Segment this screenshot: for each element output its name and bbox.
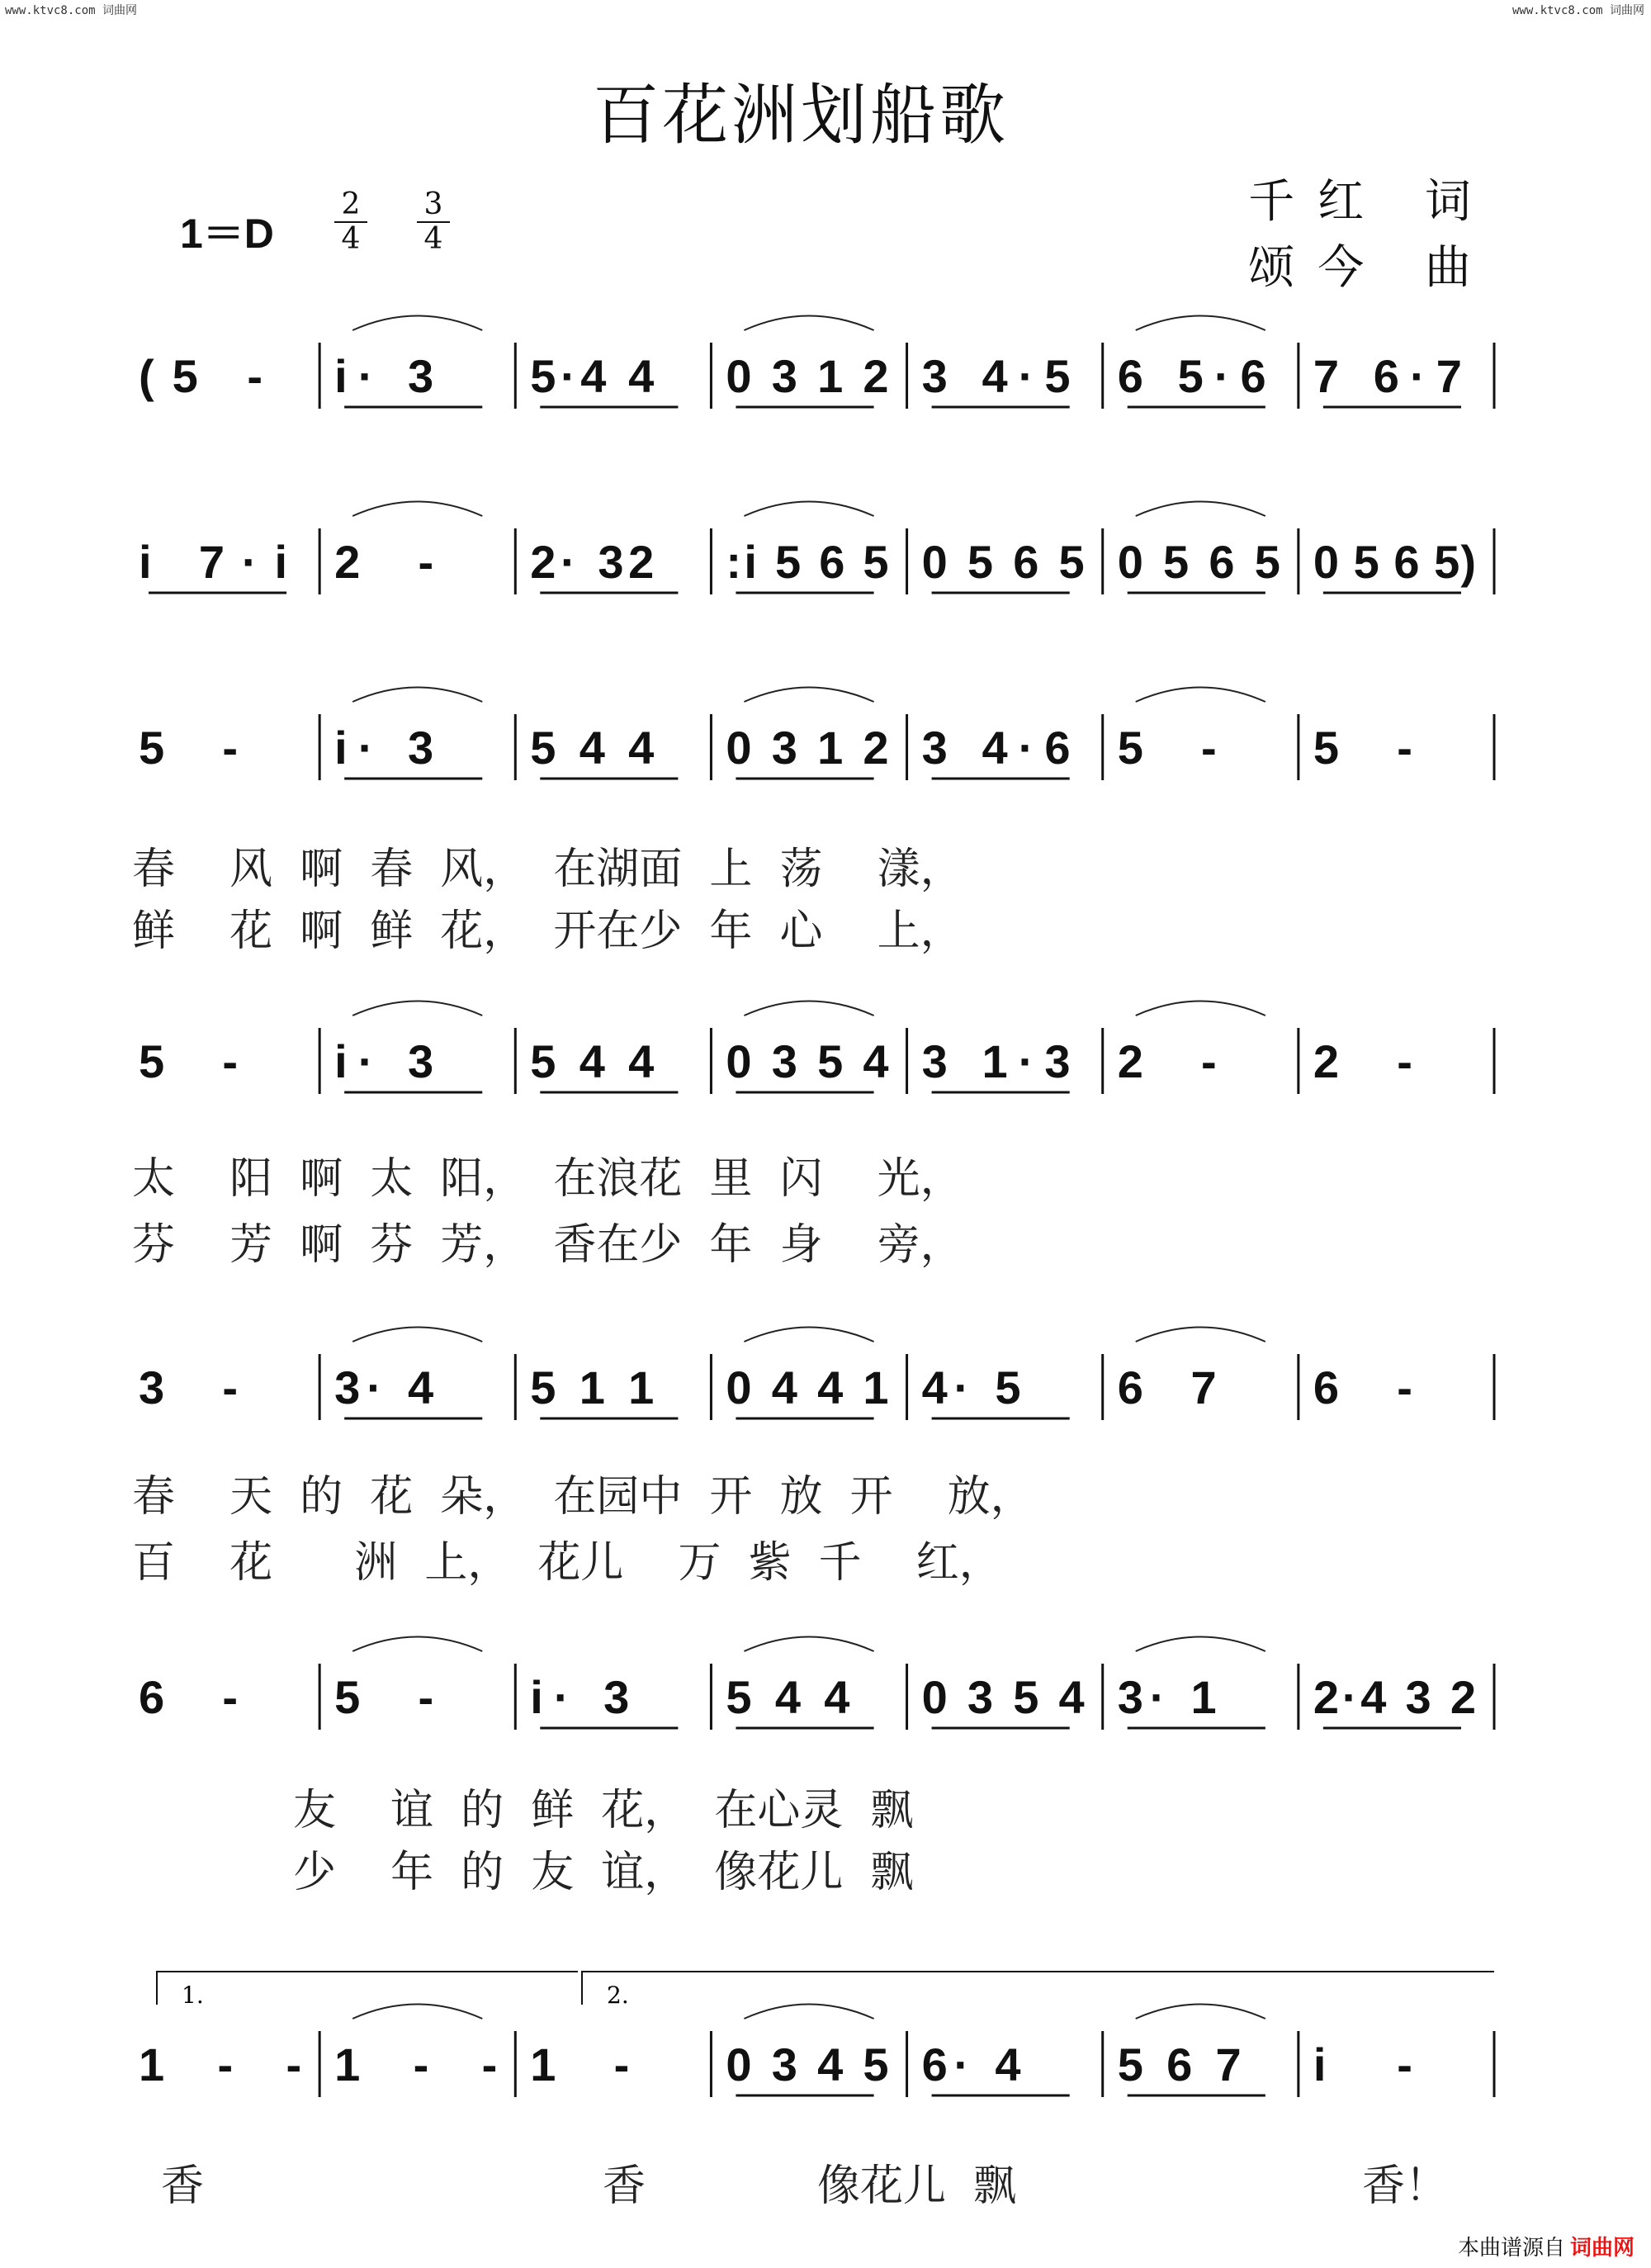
measure-6-2: 5 - [334,1671,434,1723]
measure-2-2: 2 - [334,536,434,588]
lyric-ending-4: 香！ [1362,2161,1449,2211]
measure-4-5: 3 1·3 [921,1035,1071,1087]
measure-1-3: 5·4 4 [530,350,655,402]
lyric-verse3-line2: 百 花 洲 上， 花儿 万 紫 千 红， [132,1538,1002,1588]
meter-numerator: 3 [417,188,450,223]
measure-3-7: 5 - [1313,722,1412,774]
lyric-verse4-line1: 友 谊 的 鲜 花， 在心灵 飘 [293,1786,914,1835]
measure-6-6: 3· 1 [1117,1671,1217,1723]
measure-4-4: 0 3 5 4 [726,1035,889,1087]
measure-1-5: 3 4·5 [921,350,1071,402]
volta-label: 1. [182,1982,204,2009]
lyric-ending-2: 香 [603,2161,646,2211]
meter-numerator: 2 [334,188,367,223]
slur [1136,1328,1265,1342]
lyric-verse1-line1: 春 风 啊 春 风， 在湖面 上 荡 漾， [132,845,963,894]
slur [352,2005,482,2019]
volta-bracket [582,1972,1494,2005]
slur [352,502,482,517]
measure-1-6: 6 5·6 [1117,350,1266,402]
slur [352,1001,482,1016]
song-title: 百花洲划船歌 [593,77,1009,154]
measure-1-7: 7 6·7 [1313,350,1462,402]
lyric-ending-3: 像花儿 飘 [817,2161,1017,2211]
measure-3-4: 0 3 1 2 [726,722,889,774]
slur [1136,688,1265,703]
measure-2-7: 0 5 6 5) [1313,536,1476,588]
measure-7-7: i - [1313,2038,1412,2090]
measure-2-1: i 7·i [139,536,287,588]
measure-4-1: 5 - [139,1035,238,1087]
slur [352,688,482,703]
source-footer [1458,2231,1634,2261]
measure-6-3: i· 3 [530,1671,630,1723]
measure-1-4: 0 3 1 2 [726,350,889,402]
lyric-ending-1: 香 [161,2161,205,2211]
slur [352,1328,482,1342]
measure-2-4: :i 5 6 5 [726,536,889,588]
slur [1136,1637,1265,1652]
lyricist-credit: 千红 词 [1248,175,1494,229]
measure-7-6: 5 6 7 [1117,2038,1242,2090]
measure-6-1: 6 - [139,1671,238,1723]
lyric-verse4-line2: 少 年 的 友 谊， 像花儿 飘 [293,1848,914,1897]
measure-6-5: 0 3 5 4 [921,1671,1085,1723]
measure-2-3: 2· 32 [530,536,655,588]
measure-3-2: i· 3 [334,722,434,774]
lyric-verse3-line1: 春 天 的 花 朵， 在园中 开 放 开 放， [132,1472,1034,1522]
slur [744,502,873,517]
footer-text: 本曲谱源自 [1457,2236,1565,2261]
measure-2-5: 0 5 6 5 [921,536,1085,588]
measure-7-4: 0 3 4 5 [726,2038,889,2090]
slur [1136,316,1265,331]
meter-denominator: 4 [423,222,443,256]
measure-4-6: 2 - [1117,1035,1217,1087]
measure-7-1: 1 - - [139,2038,302,2090]
footer-brand[interactable]: 词曲网 [1569,2236,1634,2261]
measure-2-6: 0 5 6 5 [1117,536,1280,588]
lyric-verse2-line2: 芬 芳 啊 芬 芳， 香在少 年 身 旁， [132,1220,963,1270]
measure-7-3: 1 - [530,2038,630,2090]
measure-3-5: 3 4·6 [921,722,1071,774]
measure-5-6: 6 7 [1117,1361,1217,1413]
measure-3-3: 5 4 4 [530,722,655,774]
measure-5-7: 6 - [1313,1361,1412,1413]
watermark-right: www.ktvc8.com 词曲网 [1511,4,1644,17]
measure-5-5: 4· 5 [921,1361,1021,1413]
measure-7-2: 1 - - [334,2038,498,2090]
measure-4-2: i· 3 [334,1035,434,1087]
measure-1-1: (5 - [139,350,263,402]
slur [352,316,482,331]
measure-1-2: i· 3 [334,350,434,402]
measure-7-5: 6· 4 [921,2038,1021,2090]
measure-3-1: 5 - [139,722,238,774]
watermark-left: www.ktvc8.com 词曲网 [5,4,138,17]
key-signature: 1＝D [180,211,274,257]
slur [744,1001,873,1016]
slur [1136,1001,1265,1016]
slur [744,1637,873,1652]
measure-5-1: 3 - [139,1361,238,1413]
slur [744,688,873,703]
slur [1136,502,1265,517]
volta-bracket [157,1972,578,2005]
measure-5-4: 0 4 4 1 [726,1361,889,1413]
meter-denominator: 4 [341,222,361,256]
measure-4-3: 5 4 4 [530,1035,655,1087]
slur [352,1637,482,1652]
slur [1136,2005,1265,2019]
measure-6-4: 5 4 4 [726,1671,850,1723]
measure-4-7: 2 - [1313,1035,1412,1087]
slur [744,1328,873,1342]
slur [744,2005,873,2019]
lyric-verse1-line2: 鲜 花 啊 鲜 花， 开在少 年 心 上， [132,907,963,956]
measure-3-6: 5 - [1117,722,1217,774]
measure-5-3: 5 1 1 [530,1361,655,1413]
slur [744,316,873,331]
volta-label: 2. [607,1982,629,2009]
composer-credit: 颂今 曲 [1248,241,1494,295]
lyric-verse2-line1: 太 阳 啊 太 阳， 在浪花 里 闪 光， [132,1154,963,1204]
measure-5-2: 3· 4 [334,1361,434,1413]
measure-6-7: 2·4 3 2 [1313,1671,1476,1723]
